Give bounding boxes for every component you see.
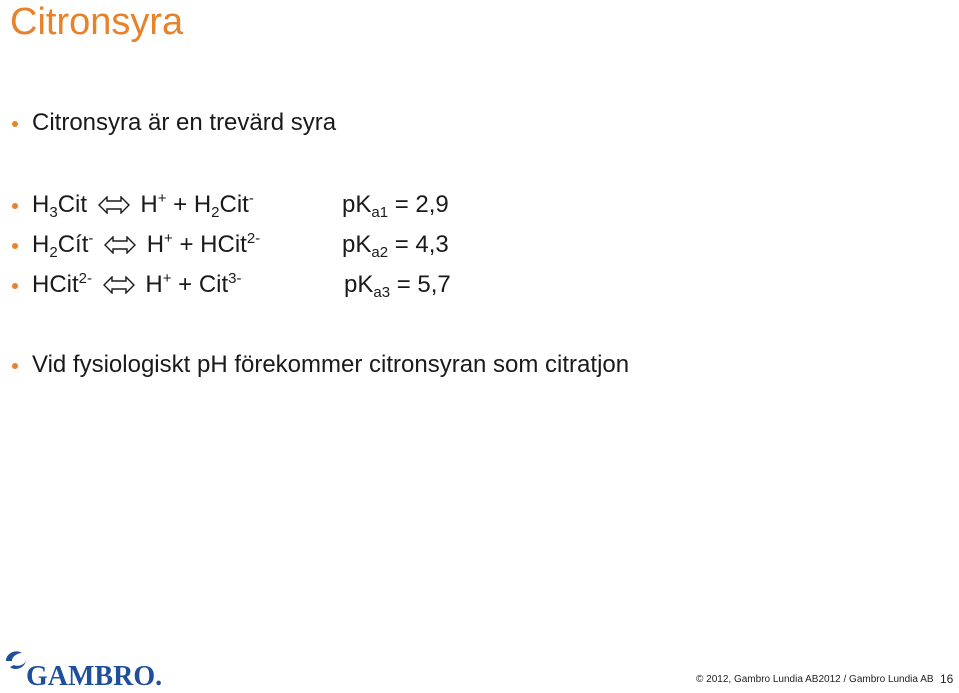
equation: HCit$^{2-}$ H+ + Cit$^{3-}$ <box>32 270 242 298</box>
equation: $H_3Cit$ $H^+ + H_2Cit^-$ <box>32 190 254 221</box>
pka-value: $pK_{a1} = 2,9$ <box>342 191 449 221</box>
copyright-icon: © <box>696 674 704 685</box>
footer-copyright: © 2012, Gambro Lundia AB2012 / Gambro Lundia AB <box>696 674 934 685</box>
page-number: 16 <box>940 672 954 686</box>
bullet-dot <box>12 243 18 249</box>
equation: $H_2Cít^-$ H+ + HCit$^{2-}$ <box>32 230 261 261</box>
bullet-dot <box>12 121 18 127</box>
bullet-dot <box>12 363 18 369</box>
equilibrium-arrow-icon <box>98 196 130 214</box>
gambro-logo-text: GAMBRO. <box>26 661 163 692</box>
bullet-text: Citronsyra är en trevärd syra <box>32 109 337 136</box>
gambro-logo <box>2 645 172 692</box>
equilibrium-arrow-icon <box>104 236 136 254</box>
bullet-dot <box>12 283 18 289</box>
pka-value: $pK_{a2} = 4,3$ <box>342 231 449 261</box>
pka-value: $pK_{a3} = 5,7$ <box>344 271 451 301</box>
bullet-text: Vid fysiologiskt pH förekommer citronsyran som citratjon <box>32 351 630 378</box>
bullet-dot <box>12 203 18 209</box>
slide-title: Citronsyra <box>10 1 184 43</box>
equilibrium-arrow-icon <box>103 276 135 294</box>
